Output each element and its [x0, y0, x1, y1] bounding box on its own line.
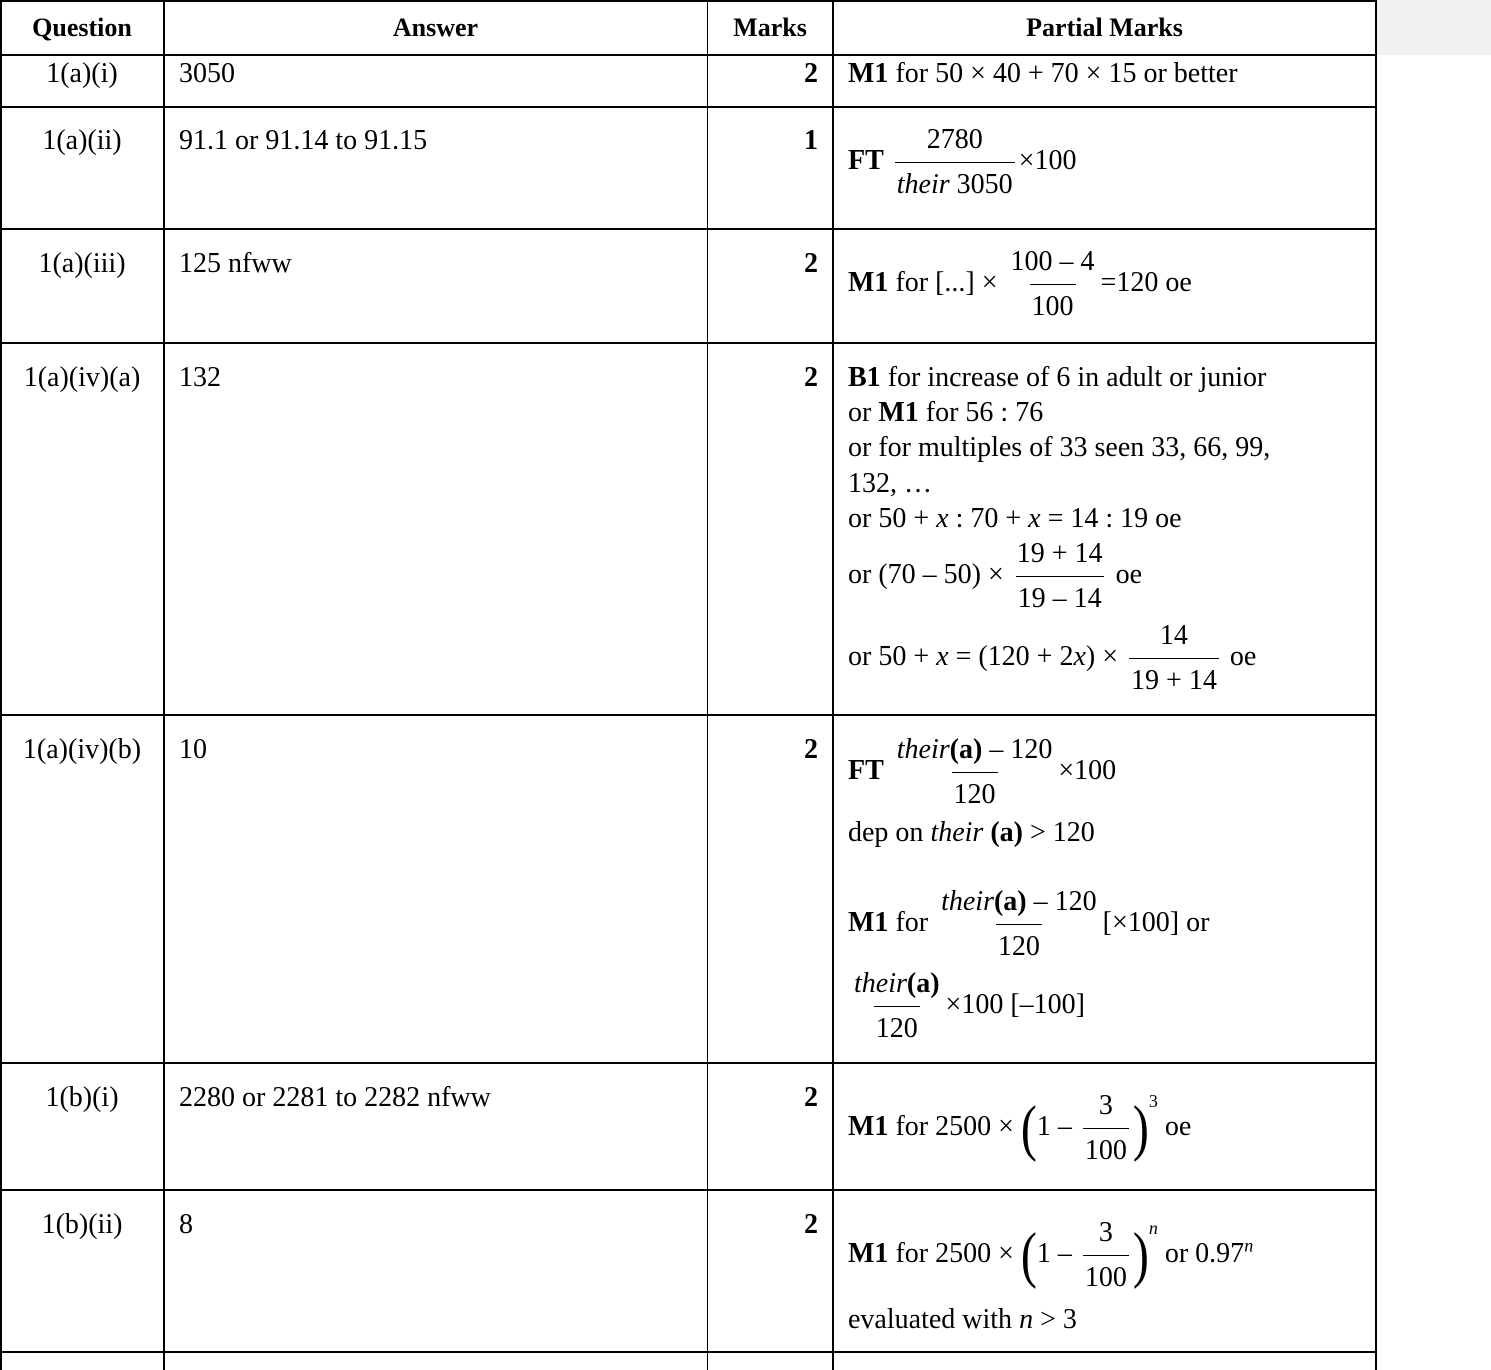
partial-marks-line: evaluated with n > 3	[848, 1304, 1077, 1335]
partial-marks-line: M1 for 2500 × (1 – $\frac{3}{100}$ )$^n$ or 0.97$^n$	[848, 1215, 1253, 1296]
grid-line	[163, 0, 165, 1370]
partial-marks-cell: M1 for 2500 × (1 – $\frac{3}{100}$ )$^3$ oe	[848, 1088, 1191, 1169]
answer-cell: 8	[179, 1209, 193, 1240]
partial-marks-line: dep on their (a) > 120	[848, 817, 1095, 848]
grid-line	[0, 342, 1377, 344]
partial-marks-cell: M1 for 50 × 40 + 70 × 15 or better	[848, 58, 1238, 89]
answer-cell: 91.1 or 91.14 to 91.15	[179, 125, 428, 156]
grid-line	[832, 0, 834, 1370]
partial-marks-cell: FT $\frac{2780}{\text{their 3050}}$ ×100	[848, 122, 1076, 203]
header-question: Question	[32, 13, 132, 42]
marks-cell: 1	[804, 125, 818, 156]
question-cell: 1(a)(ii)	[42, 125, 122, 156]
grid-line	[0, 106, 1377, 108]
question-cell: 1(a)(iv)(a)	[23, 362, 141, 393]
header-partial-marks: Partial Marks	[1026, 13, 1183, 42]
grid-line	[0, 1351, 1377, 1353]
question-cell: 1(b)(ii)	[41, 1209, 123, 1240]
grid-line	[0, 714, 1377, 716]
answer-cell: 3050	[179, 58, 235, 89]
answer-cell: 2280 or 2281 to 2282 nfww	[179, 1082, 491, 1113]
partial-marks-line: 132, …	[848, 468, 932, 499]
marks-cell: 2	[804, 1209, 818, 1240]
partial-marks-line: or M1 for 56 : 76	[848, 397, 1044, 428]
partial-marks-line: or 50 + x : 70 + x = 14 : 19 oe	[848, 503, 1182, 534]
partial-marks-cell: M1 for [...] × $\frac{100 - 4}{100}$ =120 oe	[848, 244, 1192, 325]
marks-cell: 2	[804, 248, 818, 279]
question-cell: 1(a)(i)	[46, 58, 118, 89]
grid-line	[0, 228, 1377, 230]
partial-marks-line: M1 for $\frac{\text{their(a) – 120}}{120}$ [×100] or	[848, 884, 1209, 965]
marks-cell: 2	[804, 362, 818, 393]
answer-cell: 125 nfww	[179, 248, 292, 279]
answer-cell: 132	[179, 362, 221, 393]
partial-marks-line: $\frac{\text{their(a)}}{120}$ ×100 [–100]	[848, 966, 1085, 1047]
grid-line	[0, 0, 2, 1370]
answer-cell: 10	[179, 734, 207, 765]
partial-marks-line: or (70 – 50) × $\frac{19 + 14}{19 - 14}$ oe	[848, 536, 1142, 617]
marks-cell: 2	[804, 1082, 818, 1113]
question-cell: 1(a)(iv)(b)	[22, 734, 142, 765]
question-cell: 1(b)(i)	[45, 1082, 119, 1113]
grid-line	[707, 0, 708, 1370]
question-cell: 1(a)(iii)	[38, 248, 126, 279]
header-marks: Marks	[733, 13, 807, 42]
marks-cell: 2	[804, 734, 818, 765]
grid-line	[0, 1189, 1377, 1191]
grid-line	[0, 1062, 1377, 1064]
header-answer: Answer	[392, 13, 479, 42]
marks-cell: 2	[804, 58, 818, 89]
partial-marks-line: or 50 + x = (120 + 2x) × $\frac{14}{19 + 14}$ oe	[848, 618, 1256, 699]
partial-marks-line: or for multiples of 33 seen 33, 66, 99,	[848, 432, 1271, 463]
grid-line	[1375, 0, 1377, 1370]
partial-marks-line: FT $\frac{\text{their(a) – 120}}{120}$ ×100	[848, 732, 1116, 813]
header-extension	[1376, 0, 1491, 55]
partial-marks-line: B1 for increase of 6 in adult or junior	[848, 362, 1267, 393]
